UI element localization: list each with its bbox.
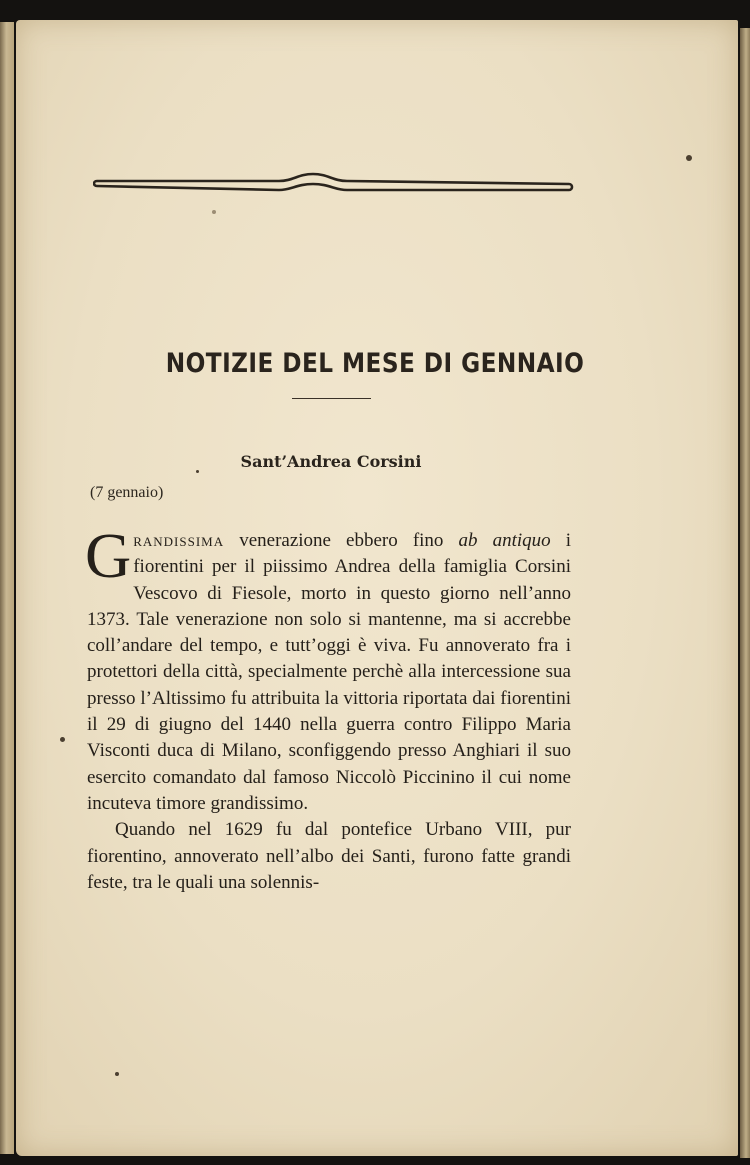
- paragraph-1-text-b: i fiorentini per il piissimo Andrea della famiglia Corsini Vescovo di Fiesole, morto in questo giorno nell’anno 1373. Tale venerazione non solo si mantenne, ma si accrebbe coll’andare del tempo, e tutt’oggi è viva. Fu annoverato fra i protettori della città, specialmente perchè alla intercessione sua presso l’Altissimo fu attribuita la vittoria riportata dai fiorentini il 29 di giugno del 1440 nella guerra contro Filippo Maria Visconti duca di Milano, sconfiggendo presso Anghiari il suo esercito comandato dal famoso Niccolò Piccinino il cui nome incuteva timore grandissimo.: [87, 530, 571, 814]
- title-underline: [292, 398, 371, 399]
- body-text: [85, 520, 571, 896]
- date-note: (7 gennaio): [90, 484, 164, 501]
- page-edge: [740, 28, 750, 1158]
- previous-page-edge: [0, 22, 14, 1154]
- paragraph-1-text-a: venerazione ebbero fino: [224, 530, 459, 551]
- first-word-rest: randissima: [133, 530, 225, 551]
- latin-phrase: ab antiquo: [458, 530, 551, 551]
- decorative-rule: [93, 172, 575, 196]
- paper-speck: [196, 470, 199, 473]
- paper-speck: [115, 1072, 119, 1076]
- chapter-title: NOTIZIE DEL MESE DI GENNAIO: [165, 348, 585, 379]
- section-heading: Sant’Andrea Corsini: [240, 452, 422, 471]
- paper-speck: [686, 155, 692, 161]
- drop-cap: G: [85, 520, 132, 591]
- paragraph-2: Quando nel 1629 fu dal pontefice Urbano VIII, pur fiorentino, annoverato nell’albo dei Santi, furono fatte grandi feste, tra le quali una solennis-: [87, 819, 571, 893]
- paper-speck: [60, 737, 65, 742]
- paragraph-1: [85, 520, 571, 817]
- paper-speck: [212, 210, 216, 214]
